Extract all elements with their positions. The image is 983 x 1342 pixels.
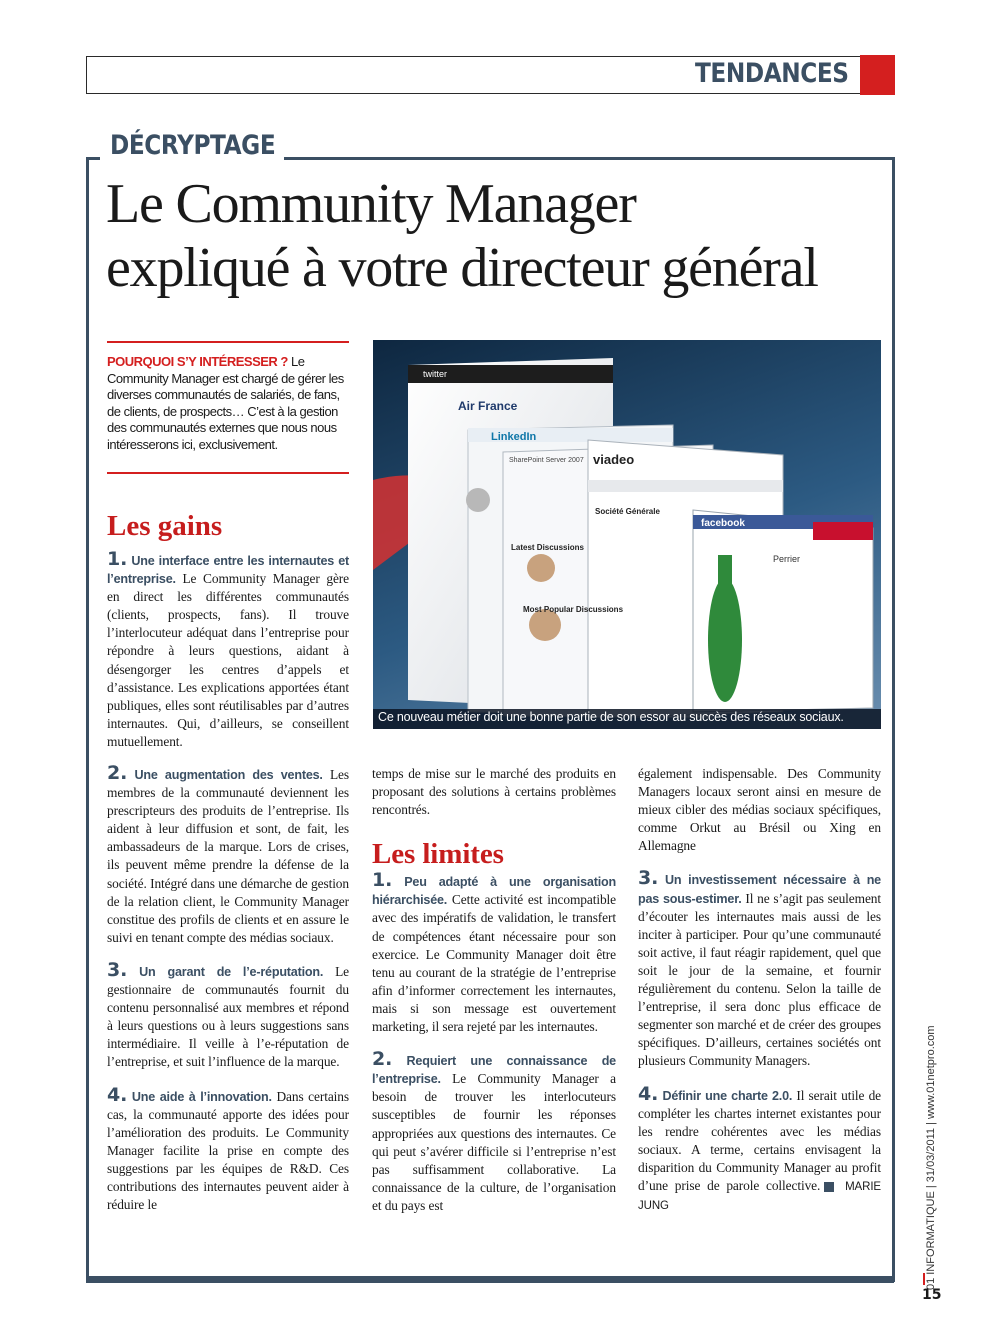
col3-continuation: également indispensable. Des Community Managers locaux seront ainsi en mesure de mieux cibler des médias sociaux spécifiques, comme Orkut au Brésil ou Xing en Allemagne <box>638 766 881 854</box>
kicker: DÉCRYPTAGE <box>110 130 276 161</box>
limite-lead: Un investissement nécessaire à ne pas sous-estimer. <box>638 873 881 906</box>
col2-continuation: temps de mise sur le marché des produits en proposant des solutions à certains problèmes rencontrés. <box>372 766 616 818</box>
photo-caption: Ce nouveau métier doit une bonne partie de son essor au succès des réseaux sociaux. <box>378 710 844 724</box>
end-of-article-icon <box>824 1182 834 1192</box>
gain-text: Le Community Manager gère en direct les différentes communautés (clients, prospects, fans). Il trouve l’interlocuteur adéquat dans l’entreprise pour répondre à leurs questions, aidant à désengorger les centres d’appels et d’assistance. Les explications apportées étant publiques, elles sont réutilisables par d’autres internautes. Qui, d’ailleurs, se conseillent mutuellement. <box>107 571 349 749</box>
gain-lead: Une aide à l’innovation. <box>131 1089 272 1104</box>
gain-number: 1. <box>107 548 128 570</box>
limite-item-1 <box>372 871 616 1036</box>
column-1-bottom <box>107 764 349 1228</box>
gain-item-2 <box>107 764 349 947</box>
section-label: TENDANCES <box>695 58 849 89</box>
limite-number: 4. <box>638 1082 659 1105</box>
limite-text: Le Community Manager a besoin de trouver les interlocuteurs susceptibles de fournir les réponses appropriées aux questions des internautes. Ce qui peut s’avérer difficile si l’entreprise n’est pas suffisamment collaborative. La connaissance de la culture, de l’organisation et du pays est <box>372 1071 616 1213</box>
gain-text: Les membres de la communauté deviennent les prescripteurs des produits de l’entreprise. Ils aident à leur diffusion et sont, de fait, les ambassadeurs de la marque. Lors de crises, ils peuvent même prendre la défense de la société. Intégré dans une démarche de gestion de la relation client, le Community Manager constitue des profils de clients et en assure le suivi en tenant compte des médias sociaux. <box>107 767 349 945</box>
article-title <box>106 172 896 300</box>
photo-label-viadeo: viadeo <box>593 452 635 467</box>
column-2 <box>372 765 616 1229</box>
column-1-top <box>107 550 349 765</box>
title-line-1: Le Community Manager <box>106 173 636 235</box>
gain-lead: Une interface entre les internautes et l’entreprise. <box>107 554 349 587</box>
gain-number: 4. <box>107 1083 128 1106</box>
limite-item-4 <box>638 1082 882 1216</box>
gain-number: 3. <box>107 958 128 981</box>
folio-text: 01 INFORMATIQUE | 31/03/2011 | www.01netpro.com <box>925 1025 937 1290</box>
frame-top-right <box>284 157 894 160</box>
frame-right <box>892 157 895 1282</box>
limite-text: Cette activité est incompatible avec des impératifs de validation, le transfert de compétences étant nécessaire pour son exercice. Le Community Manager doit être tenu au courant de la stratégie de l’entreprise afin d’informer correctement les internautes, mais si son message est ouvertement marketing, il sera rejeté par les internautes. <box>372 892 616 1035</box>
intro-rule-bottom <box>107 472 349 474</box>
section-header-bar <box>86 56 894 94</box>
gain-item-4 <box>107 1083 350 1215</box>
limite-lead: Définir une charte 2.0. <box>662 1088 793 1103</box>
section-red-tab <box>860 55 895 95</box>
photo-label-popular: Most Popular Discussions <box>523 605 624 614</box>
column-3 <box>638 765 881 1229</box>
title-line-2: expliqué à votre directeur général <box>106 237 818 299</box>
photo-label-airfrance: Air France <box>458 399 518 413</box>
frame-bottom <box>86 1276 894 1283</box>
photo-label-sg: Société Générale <box>595 507 660 516</box>
limite-lead: Peu adapté à une organisation hiérarchisée. <box>372 875 616 908</box>
intro-rule-top <box>107 341 349 343</box>
photo-label-sharepoint: SharePoint Server 2007 <box>509 457 584 464</box>
limite-number: 1. <box>372 869 393 892</box>
heading-limites: Les limites <box>372 838 504 871</box>
page-number: 15 <box>922 1287 942 1303</box>
photo-label-linkedin: LinkedIn <box>491 431 537 443</box>
photo-label-perrier: Perrier <box>773 554 801 564</box>
photo-label-facebook: facebook <box>701 518 745 529</box>
gain-item-1 <box>107 550 349 751</box>
limite-lead: Requiert une connaissance de l’entreprise. <box>372 1054 616 1087</box>
intro-body: Le Community Manager est chargé de gérer les diverses communautés de salariés, de fans, de clients, de prospects… C’est à la gestion des communautés externes que nous nous intéresserons ici, exclusivement. <box>107 354 344 452</box>
intro-box <box>107 354 351 453</box>
gain-number: 2. <box>107 762 128 784</box>
frame-left <box>86 157 89 1282</box>
gain-lead: Un garant de l’e-réputation. <box>139 964 324 979</box>
limite-number: 2. <box>372 1048 393 1071</box>
heading-gains: Les gains <box>107 510 223 542</box>
social-networks-photo <box>373 340 881 729</box>
limite-item-3 <box>638 869 881 1070</box>
photo-illustration <box>373 340 881 729</box>
photo-label-latest: Latest Discussions <box>511 543 584 552</box>
author-signature: MARIE JUNG <box>638 1180 881 1213</box>
photo-label-twitter: twitter <box>423 369 448 379</box>
gain-item-3 <box>107 958 349 1072</box>
gain-lead: Une augmentation des ventes. <box>134 768 323 782</box>
gain-text: Le gestionnaire de communautés fournit du contenu personnalisé aux membres et répond à leurs questions ou à leurs suggestions sans intermédiaire. Il veille à l’e-réputation de l’entreprise, et suit l’influence de la marque. <box>107 963 349 1070</box>
intro-heading: POURQUOI S’Y INTÉRESSER ? <box>107 354 288 369</box>
caption-bar <box>373 709 881 729</box>
limite-text: Il serait utile de compléter les chartes internet existantes pour les rendre cohérentes avec les médias sociaux. A terme, certains envisagent la disparition du Community Manager au profit d’une prise de parole collective. <box>638 1087 882 1193</box>
limite-text: Il ne s’agit pas seulement d’écouter les internautes mais aussi de les inciter à participer. Pour qu’une communauté soit active, il faut réagir rapidement, quel que soit le jour de la semaine, et fournir régulièrement du contenu. Selon la taille de l’entreprise, il sera donc plus efficace de segmenter son marché et de créer des groupes spécifiques. D’ailleurs, certaines sociétés ont plusieurs Community Managers. <box>638 890 881 1069</box>
limite-number: 3. <box>638 867 659 890</box>
gain-text: Dans certains cas, la communauté apporte des idées pour l’amélioration des produits. Le Community Manager facilite la prise en compte des suggestions par les équipes de R&D. Ces contributions des internautes peuvent aider à réduire le <box>107 1088 350 1213</box>
limite-item-2 <box>372 1050 616 1215</box>
